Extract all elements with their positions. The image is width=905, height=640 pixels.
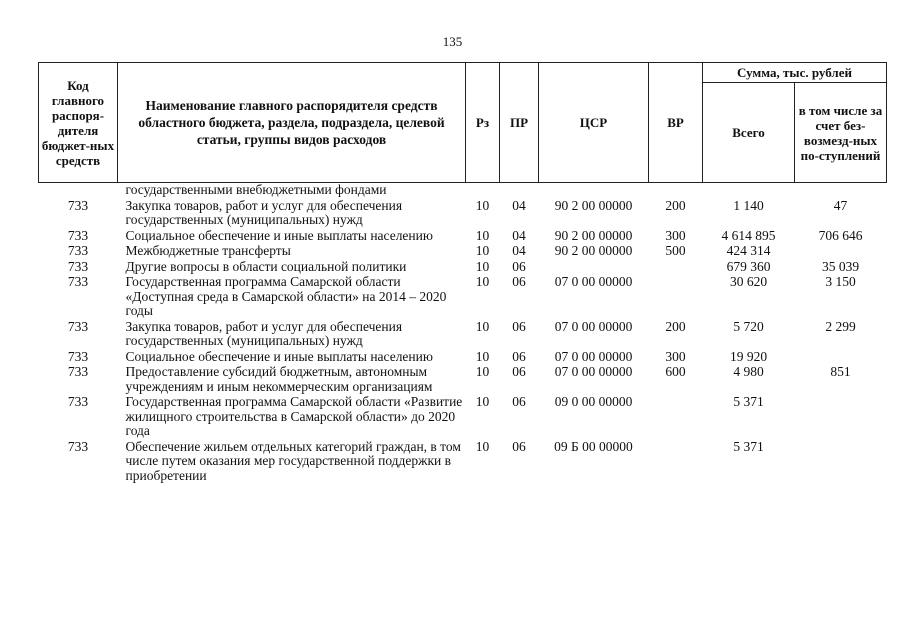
- cell-pr: 04: [512, 197, 526, 213]
- cell-pr: 06: [512, 394, 526, 409]
- cell-free: 2 299: [825, 318, 856, 334]
- cell-free: [795, 349, 887, 365]
- cell-free: 35 039: [821, 258, 860, 274]
- cell-code: 733: [67, 364, 89, 379]
- header-pr: ПР: [500, 63, 539, 183]
- cell-rz: 10: [475, 243, 490, 258]
- cell-name: Другие вопросы в области социальной политики: [125, 258, 407, 274]
- page-number: 135: [442, 34, 463, 49]
- cell-csr: 90 2 00 00000: [554, 197, 633, 213]
- header-code: Код главного распоря-дителя бюджет-ных средств: [39, 63, 118, 183]
- cell-rz: 10: [475, 394, 490, 409]
- cell-name: Межбюджетные трансферты: [125, 243, 291, 258]
- cell-vr: 500: [665, 243, 686, 258]
- cell-free: [795, 394, 887, 439]
- cell-total: 5 720: [733, 318, 764, 334]
- header-total: Всего: [703, 83, 795, 183]
- cell-rz: 10: [475, 318, 490, 334]
- cell-pr: 04: [512, 227, 526, 243]
- cell-vr: 200: [665, 318, 686, 334]
- cell-total: 679 360: [726, 258, 771, 274]
- cell-csr: 07 0 00 00000: [554, 318, 633, 334]
- cell-pr: 06: [512, 364, 526, 379]
- cell-free: [795, 243, 887, 259]
- cell-csr: [539, 259, 649, 275]
- cell-csr: 09 0 00 00000: [554, 394, 633, 409]
- cell-csr: 90 2 00 00000: [554, 243, 633, 258]
- table-row: [39, 364, 887, 394]
- cell-pr: 06: [512, 438, 526, 454]
- cell-rz: 10: [475, 438, 490, 454]
- cell-name: Предоставление субсидий бюджетным, автономным учреждениям и иным некоммерческим организациям: [125, 364, 433, 394]
- table-row: [39, 439, 887, 484]
- cell-total: 424 314: [726, 243, 771, 258]
- table-body: [39, 183, 887, 484]
- cell-pr: 06: [512, 274, 526, 289]
- cell-free: 3 150: [825, 274, 856, 289]
- cell-code: 733: [67, 243, 89, 258]
- cell-vr: [649, 439, 703, 484]
- cell-rz: 10: [475, 258, 490, 274]
- cell-total: 4 980: [733, 364, 764, 379]
- cell-code: 733: [67, 227, 89, 243]
- header-sum: Сумма, тыс. рублей: [703, 63, 887, 83]
- cell-name: Государственная программа Самарской области «Развитие жилищного строительства в Самарской области» до 2020 года: [125, 394, 463, 438]
- cell-free: 706 646: [818, 227, 863, 243]
- cell-code: 733: [67, 197, 89, 213]
- budget-table: [38, 62, 887, 483]
- cell-code: 733: [67, 394, 89, 409]
- cell-vr: 600: [665, 364, 686, 379]
- cell-pr: 06: [512, 258, 526, 274]
- header-csr: ЦСР: [539, 63, 649, 183]
- cell-name: Социальное обеспечение и иные выплаты населению: [125, 348, 433, 364]
- table-row: [39, 394, 887, 439]
- cell-name: Обеспечение жильем отдельных категорий граждан, в том числе путем оказания мер государственной поддержки в приобретении: [125, 438, 461, 483]
- continuation-row: [39, 183, 887, 198]
- cell-vr: [649, 274, 703, 319]
- cell-csr: 07 0 00 00000: [554, 364, 633, 379]
- cell-rz: 10: [475, 274, 490, 289]
- cell-free: 47: [833, 197, 848, 213]
- cell-pr: 06: [512, 348, 526, 364]
- cell-pr: 06: [512, 318, 526, 334]
- cell-csr: 07 0 00 00000: [554, 348, 633, 364]
- cell-vr: 200: [665, 197, 686, 213]
- cell-code: 733: [67, 318, 89, 334]
- table-header: [39, 63, 887, 183]
- cell-name: Государственная программа Самарской области «Доступная среда в Самарской области» на 2014 – 2020 годы: [125, 274, 447, 318]
- table-row: [39, 349, 887, 365]
- continuation-text: государственными внебюджетными фондами: [125, 182, 387, 197]
- cell-name: Социальное обеспечение и иные выплаты населению: [125, 227, 433, 243]
- cell-code: 733: [67, 438, 89, 454]
- cell-free: 851: [830, 364, 851, 379]
- cell-total: 30 620: [729, 274, 768, 289]
- cell-csr: 07 0 00 00000: [554, 274, 633, 289]
- cell-code: 733: [67, 348, 89, 364]
- cell-vr: 300: [665, 227, 686, 243]
- cell-vr: [649, 259, 703, 275]
- cell-vr: [649, 394, 703, 439]
- cell-rz: 10: [475, 197, 490, 213]
- header-rz: Рз: [466, 63, 500, 183]
- cell-name: Закупка товаров, работ и услуг для обеспечения государственных (муниципальных) нужд: [125, 318, 403, 348]
- cell-pr: 04: [512, 243, 526, 258]
- cell-rz: 10: [475, 364, 490, 379]
- table-row: [39, 228, 887, 244]
- table-row: [39, 259, 887, 275]
- cell-total: 19 920: [729, 348, 768, 364]
- cell-total: 5 371: [733, 438, 764, 454]
- header-free: в том числе за счет без-возмезд-ных по-ступлений: [795, 83, 887, 183]
- cell-free: [795, 439, 887, 484]
- cell-total: 1 140: [733, 197, 764, 213]
- cell-code: 733: [67, 258, 89, 274]
- cell-code: 733: [67, 274, 89, 289]
- cell-csr: 90 2 00 00000: [554, 227, 633, 243]
- header-vr: ВР: [649, 63, 703, 183]
- cell-rz: 10: [475, 227, 490, 243]
- table-row: [39, 198, 887, 228]
- table-row: [39, 274, 887, 319]
- cell-vr: 300: [665, 348, 686, 364]
- table-row: [39, 243, 887, 259]
- cell-name: Закупка товаров, работ и услуг для обеспечения государственных (муниципальных) нужд: [125, 197, 403, 227]
- cell-csr: 09 Б 00 00000: [554, 438, 633, 454]
- cell-rz: 10: [475, 348, 490, 364]
- header-name: Наименование главного распорядителя средств областного бюджета, раздела, подраздела, целевой статьи, группы видов расходов: [118, 63, 466, 183]
- cell-total: 4 614 895: [721, 227, 776, 243]
- table-row: [39, 319, 887, 349]
- cell-total: 5 371: [733, 394, 764, 409]
